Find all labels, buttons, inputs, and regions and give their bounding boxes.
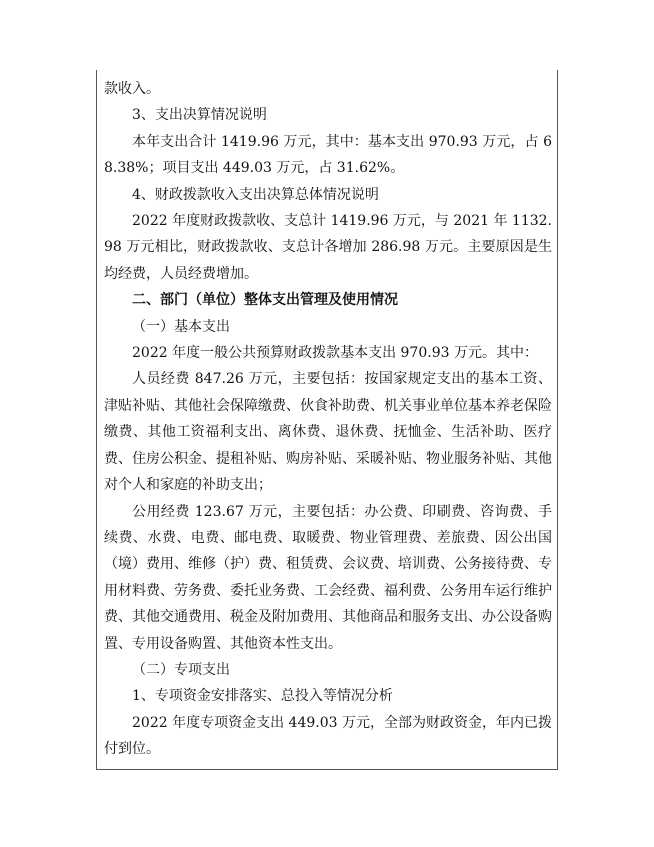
paragraph-public: 公用经费 123.67 万元，主要包括：办公费、印刷费、咨询费、手续费、水费、电费、邮电费、取暖费、物业管理费、差旅费、因公出国（境）费用、维修（护）费、租赁费、会议费、培训费、公务接待费、专用材料费、劳务费、委托业务费、工会经费、福利费、公务用车运行维护费、其他交通费用、税金及附加费用、其他商品和服务支出、办公设备购置、专用设备购置、其他资本性支出。 — [104, 503, 552, 652]
subsection-heading-basic: （一）基本支出 — [132, 318, 230, 335]
section-heading-fiscal: 4、财政拨款收入支出决算总体情况说明 — [132, 186, 379, 203]
paragraph-personnel: 人员经费 847.26 万元，主要包括：按国家规定支出的基本工资、津贴补贴、其他社会保障缴费、伙食补助费、机关事业单位基本养老保险缴费、其他工资福利支出、离休费、退休费、抚恤金、生活补助、医疗费、住房公积金、提租补贴、购房补贴、采暖补贴、物业服务补贴、其他对个人和家庭的补助支出； — [104, 371, 552, 494]
paragraph-special-funds: 2022 年度专项资金支出 449.03 万元，全部为财政资金，年内已拨付到位。 — [104, 714, 552, 758]
section-heading-expenditure: 3、支出决算情况说明 — [132, 107, 267, 124]
chapter-heading: 二、部门（单位）整体支出管理及使用情况 — [132, 292, 398, 309]
section-heading-special-funds: 1、专项资金安排落实、总投入等情况分析 — [132, 688, 393, 705]
document-body — [104, 76, 552, 763]
paragraph-continuation: 款收入。 — [104, 81, 160, 97]
paragraph-fiscal: 2022 年度财政拨款收、支总计 1419.96 万元，与 2021 年 1132.98 万元相比，财政拨款收、支总计各增加 286.98 万元。主要原因是生均经费，人员经费增加。 — [104, 213, 552, 282]
paragraph-basic-total: 2022 年度一般公共预算财政拨款基本支出 970.93 万元。其中： — [132, 345, 538, 362]
subsection-heading-special: （二）专项支出 — [132, 661, 230, 678]
paragraph-expenditure: 本年支出合计 1419.96 万元，其中：基本支出 970.93 万元，占 68.38%；项目支出 449.03 万元，占 31.62%。 — [104, 133, 552, 177]
